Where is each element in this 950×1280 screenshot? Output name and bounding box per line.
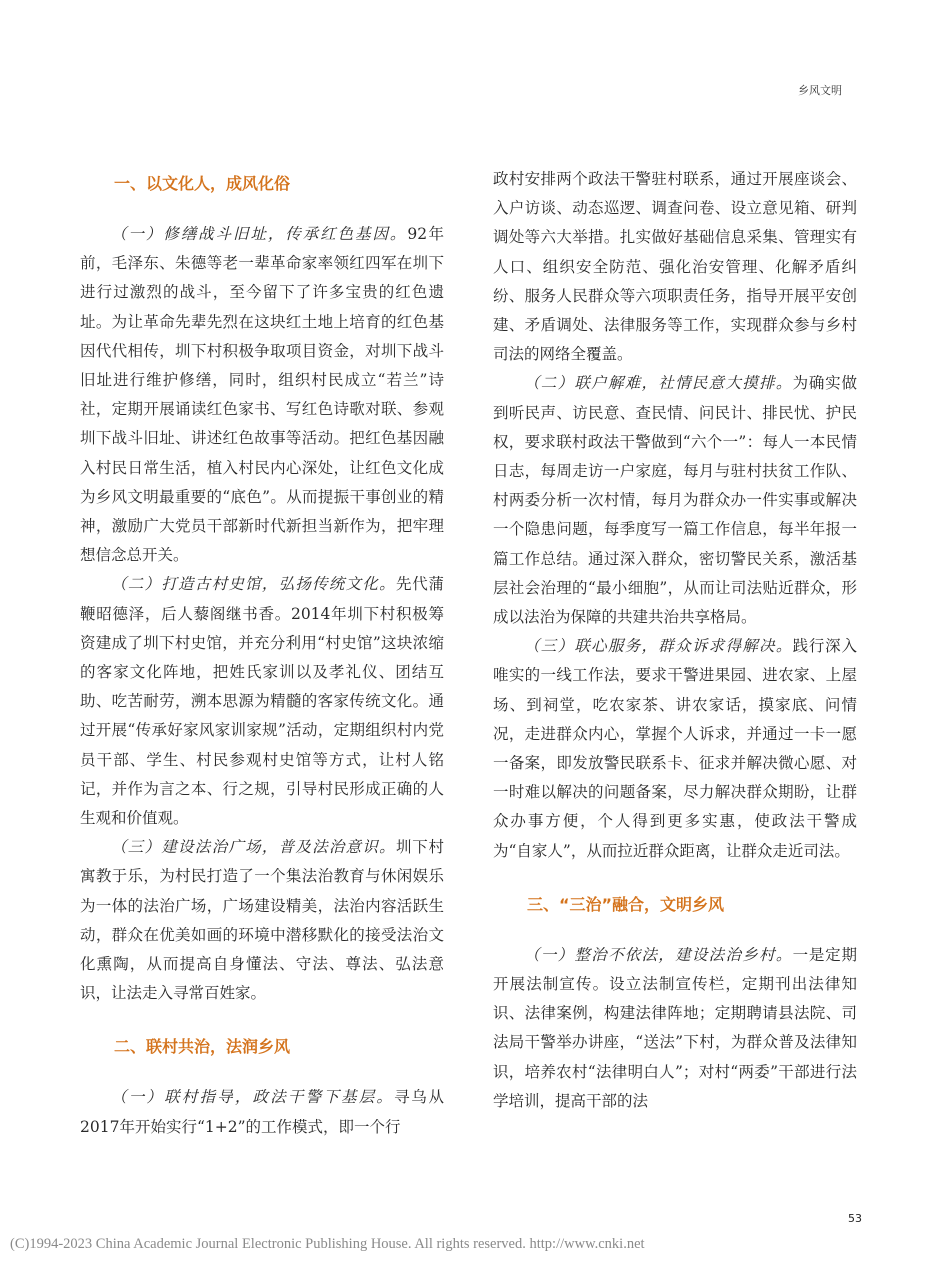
paragraph-3-text: 圳下村寓教于乐，为村民打造了一个集法治教育与休闲娱乐为一体的法治广场，广场建设精美，法治内容活跃生动，群众在优美如画的环境中潜移默化的接受法治文化熏陶，从而提高自身懂法、守法、尊法、弘法意识，让法走入寻常百姓家。 [80, 838, 444, 1003]
left-column [80, 165, 444, 1142]
subheading-2-1: （一）联村指导，政法干警下基层。 [111, 1088, 395, 1107]
subheading-2-2: （二）联户解难，社情民意大摸排。 [524, 374, 793, 393]
paragraph-6-text: 践行深入唯实的一线工作法，要求干警进果园、进农家、上屋场、到祠堂，吃农家茶、讲农家话，摸家底、问情况，走进群众内心，掌握个人诉求，并通过一卡一愿一备案，即发放警民联系卡、征求并解决微心愿、对一时难以解决的问题备案，尽力解决群众期盼，让群众办事方便，个人得到更多实惠，使政法干警成为“自家人”，从而拉近群众距离，让群众走近司法。 [493, 637, 857, 860]
subheading-1-2: （二）打造古村史馆，弘扬传统文化。 [111, 575, 396, 594]
subheading-1-3: （三）建设法治广场，普及法治意识。 [111, 838, 396, 857]
section-heading-3: 三、“三治”融合，文明乡风 [527, 894, 725, 914]
paragraph-5-text: 为确实做到听民声、访民意、查民情、问民计、排民忧、护民权，要求联村政法干警做到“六个一”：每人一本民情日志，每周走访一户家庭，每月与驻村扶贫工作队、村两委分析一次村情，每月为群众办一件实事或解决一个隐患问题，每季度写一篇工作信息，每半年报一篇工作总结。通过深入群众，密切警民关系，激活基层社会治理的“最小细胞”，从而让司法贴近群众，形成以法治为保障的共建共治共享格局。 [493, 374, 857, 627]
page-number: 53 [848, 1212, 862, 1225]
paragraph-5 [493, 369, 857, 632]
subheading-3-1: （一）整治不依法，建设法治乡村。 [524, 945, 793, 964]
paragraph-4-continued: 政村安排两个政法干警驻村联系，通过开展座谈会、入户访谈、动态巡逻、调查问卷、设立意见箱、研判调处等六大举措。扎实做好基础信息采集、管理实有人口、组织安全防范、强化治安管理、化解矛盾纠纷、服务人民群众等六项职责任务，指导开展平安创建、矛盾调处、法律服务等工作，实现群众参与乡村司法的网络全覆盖。 [493, 170, 857, 364]
subheading-2-3: （三）联心服务，群众诉求得解决。 [524, 637, 793, 656]
paragraph-4 [80, 1083, 444, 1141]
copyright-footer: (C)1994-2023 China Academic Journal Electronic Publishing House. All rights reserved. http://www.cnki.net [10, 1236, 645, 1252]
paragraph-1 [80, 220, 444, 570]
right-column [493, 165, 857, 1116]
paragraph-2 [80, 570, 444, 833]
subheading-1-1: （一）修缮战斗旧址，传承红色基因。 [111, 225, 408, 243]
paragraph-7-text: 一是定期开展法制宣传。设立法制宣传栏，定期刊出法律知识、法律案例，构建法律阵地；定期聘请县法院、司法局干警举办讲座，“送法”下村，为群众普及法律知识，培养农村“法律明白人”；对村“两委”干部进行法学培训，提高干部的法 [493, 945, 857, 1110]
section-label: 乡风文明 [798, 84, 842, 97]
paragraph-1-text: 92年前，毛泽东、朱德等老一辈革命家率领红四军在圳下进行过激烈的战斗，至今留下了许多宝贵的红色遗址。为让革命先辈先烈在这块红土地上培育的红色基因代代相传，圳下村积极争取项目资金，对圳下战斗旧址进行维护修缮，同时，组织村民成立“若兰”诗社，定期开展诵读红色家书、写红色诗歌对联、参观圳下战斗旧址、讲述红色故事等活动。把红色基因融入村民日常生活，植入村民内心深处，让红色文化成为乡风文明最重要的“底色”。从而提振干事创业的精神，激励广大党员干部新时代新担当新作为，把牢理想信念总开关。 [80, 225, 444, 565]
paragraph-6 [493, 632, 857, 866]
paragraph-2-text: 先代蒲鞭昭德泽，后人藜阁继书香。2014年圳下村积极筹资建成了圳下村史馆，并充分利用“村史馆”这块浓缩的客家文化阵地，把姓氏家训以及孝礼仪、团结互助、吃苦耐劳，溯本思源为精髓的客家传统文化。通过开展“传承好家风家训家规”活动，定期组织村内党员干部、学生、村民参观村史馆等方式，让村人铭记，并作为言之本、行之规，引导村民形成正确的人生观和价值观。 [80, 575, 444, 828]
paragraph-4-text: 寻乌从2017年开始实行“1+2”的工作模式，即一个行 [80, 1088, 444, 1136]
paragraph-3 [80, 833, 444, 1008]
section-heading-1: 一、以文化人，成风化俗 [114, 174, 291, 193]
section-heading-2: 二、联村共治，法润乡风 [114, 1037, 291, 1057]
paragraph-7 [493, 941, 857, 1116]
